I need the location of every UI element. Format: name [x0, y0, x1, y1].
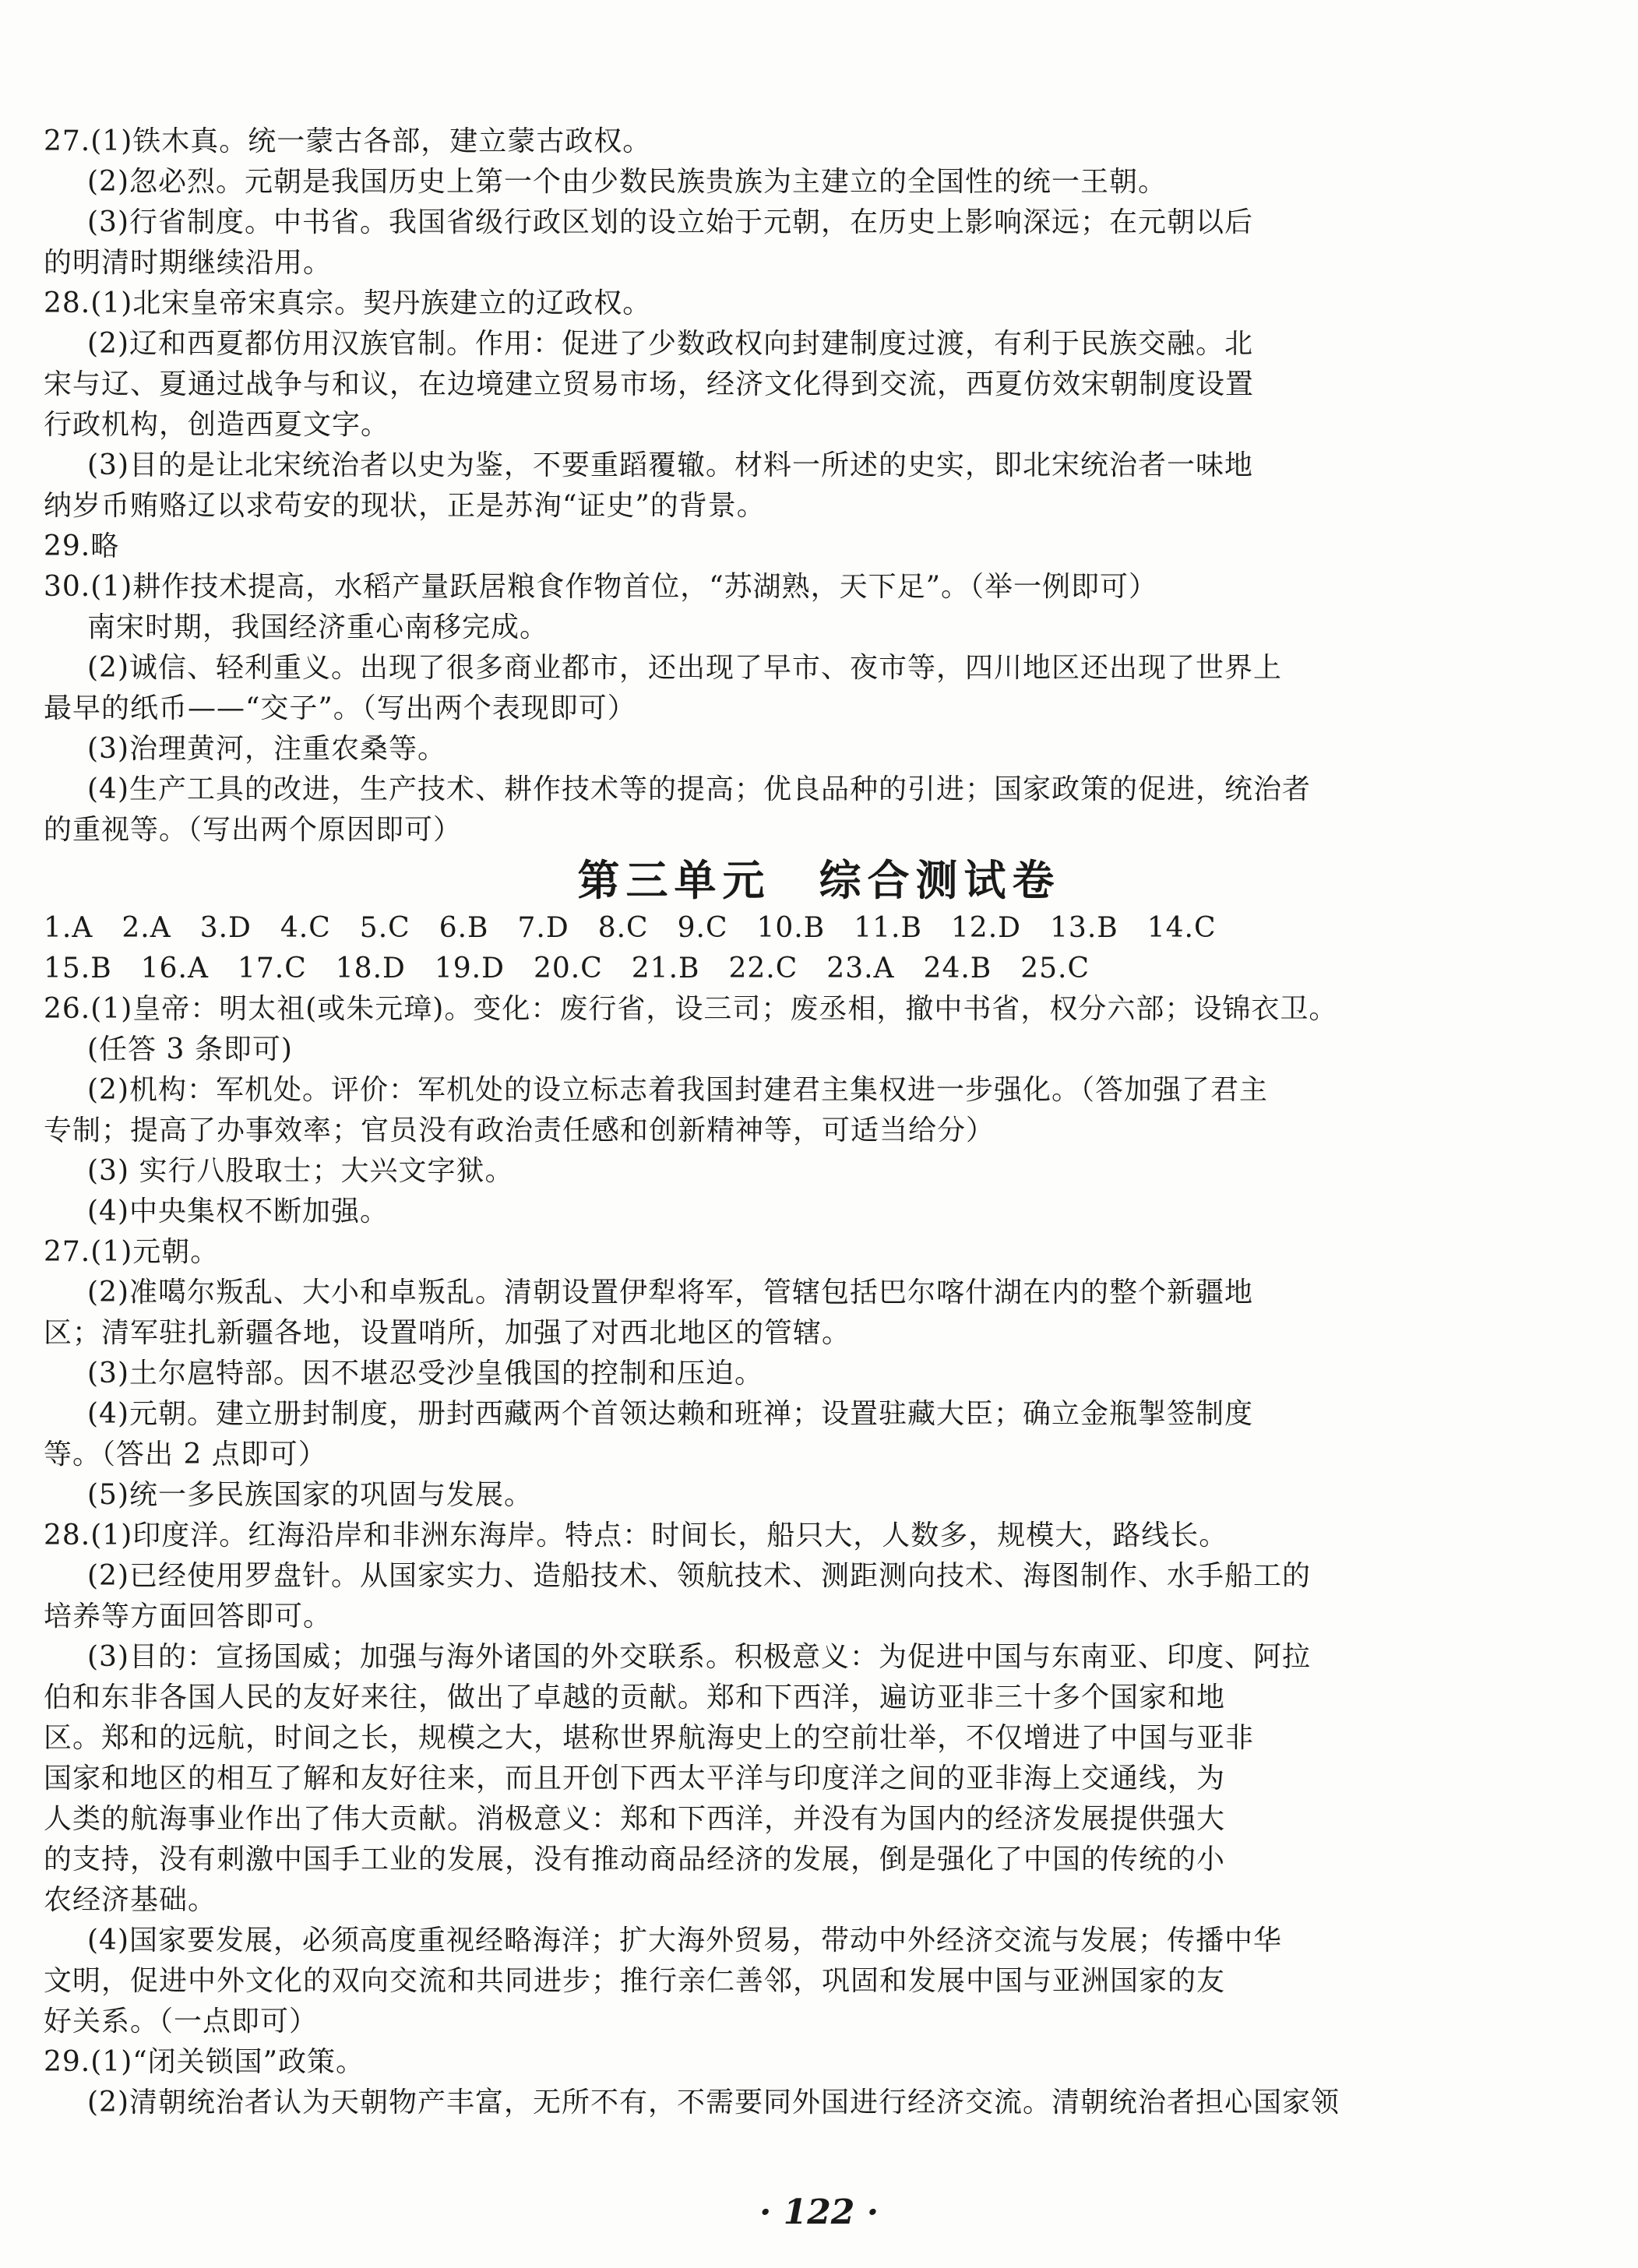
- text-line: (3)行省制度。中书省。我国省级行政区划的设立始于元朝，在历史上影响深远；在元朝以后: [87, 206, 1253, 238]
- text-line: 的重视等。（写出两个原因即可）: [44, 814, 463, 846]
- text-line: 26.(1)皇帝：明太祖(或朱元璋)。变化：废行省，设三司；废丞相，撤中书省，权分六部；设锦衣卫。: [44, 993, 1338, 1025]
- text-line: 29.(1)“闭关锁国”政策。: [44, 2046, 365, 2078]
- text-line: (3)土尔扈特部。因不堪忍受沙皇俄国的控制和压迫。: [87, 1358, 763, 1389]
- text-line: (3)目的：宣扬国威；加强与海外诸国的外交联系。积极意义：为促进中国与东南亚、印度、阿拉: [87, 1641, 1311, 1673]
- text-line: (2)忽必烈。元朝是我国历史上第一个由少数民族贵族为主建立的全国性的统一王朝。: [87, 166, 1167, 198]
- text-line: (3) 实行八股取士；大兴文字狱。: [87, 1155, 514, 1187]
- text-line: 培养等方面回答即可。: [44, 1601, 333, 1632]
- text-line: (4)中央集权不断加强。: [87, 1196, 389, 1227]
- text-line: 29.略: [44, 530, 120, 562]
- text-line: (2)诚信、轻利重义。出现了很多商业都市，还出现了早市、夜市等，四川地区还出现了世界上: [87, 652, 1282, 684]
- text-line: (2)已经使用罗盘针。从国家实力、造船技术、领航技术、测距测向技术、海图制作、水手船工的: [87, 1560, 1311, 1592]
- text-line: 27.(1)铁木真。统一蒙古各部，建立蒙古政权。: [44, 125, 652, 157]
- text-line: 专制；提高了办事效率；官员没有政治责任感和创新精神等，可适当给分）: [44, 1115, 995, 1146]
- text-line: (4)国家要发展，必须高度重视经略海洋；扩大海外贸易，带动中外经济交流与发展；传播中华: [87, 1925, 1282, 1956]
- answer-key-line: 15.B 16.A 17.C 18.D 19.D 20.C 21.B 22.C 23.A 24.B 25.C: [44, 953, 1090, 984]
- text-line: (2)准噶尔叛乱、大小和卓叛乱。清朝设置伊犁将军，管辖包括巴尔喀什湖在内的整个新疆地: [87, 1277, 1253, 1308]
- text-line: (4)元朝。建立册封制度，册封西藏两个首领达赖和班禅；设置驻藏大臣；确立金瓶掣签制度: [87, 1398, 1253, 1430]
- text-line: 农经济基础。: [44, 1884, 217, 1916]
- text-line: 30.(1)耕作技术提高，水稻产量跃居粮食作物首位，“苏湖熟，天下足”。（举一例即可）: [44, 571, 1158, 603]
- text-line: (3)目的是让北宋统治者以史为鉴，不要重蹈覆辙。材料一所述的史实，即北宋统治者一味地: [87, 449, 1253, 481]
- text-line: 行政机构，创造西夏文字。: [44, 409, 390, 441]
- text-line: 27.(1)元朝。: [44, 1236, 220, 1268]
- text-line: 最早的纸币——“交子”。（写出两个表现即可）: [44, 692, 636, 724]
- text-line: (2)机构：军机处。评价：军机处的设立标志着我国封建君主集权进一步强化。（答加强了君主: [87, 1074, 1268, 1106]
- text-line: (任答 3 条即可): [87, 1034, 293, 1065]
- text-line: 28.(1)印度洋。红海沿岸和非洲东海岸。特点：时间长，船只大，人数多，规模大，路线长。: [44, 1520, 1228, 1551]
- text-line: 的支持，没有刺激中国手工业的发展，没有推动商品经济的发展，倒是强化了中国的传统的小: [44, 1844, 1226, 1875]
- text-line: 国家和地区的相互了解和友好往来，而且开创下西太平洋与印度洋之间的亚非海上交通线，为: [44, 1763, 1226, 1794]
- text-line: 伯和东非各国人民的友好来往，做出了卓越的贡献。郑和下西洋，遍访亚非三十多个国家和地: [44, 1682, 1226, 1713]
- text-line: 文明，促进中外文化的双向交流和共同进步；推行亲仁善邻，巩固和发展中国与亚洲国家的友: [44, 1965, 1226, 1997]
- text-line: (5)统一多民族国家的巩固与发展。: [87, 1479, 533, 1511]
- text-line: (4)生产工具的改进，生产技术、耕作技术等的提高；优良品种的引进；国家政策的促进，统治者: [87, 773, 1311, 805]
- text-line: 的明清时期继续沿用。: [44, 247, 333, 279]
- text-line: (2)清朝统治者认为天朝物产丰富，无所不有，不需要同外国进行经济交流。清朝统治者担心国家领: [87, 2087, 1340, 2118]
- section-heading: 第三单元 综合测试卷: [577, 856, 1061, 905]
- text-line: 人类的航海事业作出了伟大贡献。消极意义：郑和下西洋，并没有为国内的经济发展提供强大: [44, 1803, 1226, 1835]
- text-line: 等。（答出 2 点即可）: [44, 1439, 327, 1470]
- text-line: 区；清军驻扎新疆各地，设置哨所，加强了对西北地区的管辖。: [44, 1317, 851, 1349]
- text-line: 好关系。（一点即可）: [44, 2006, 319, 2037]
- text-line: 南宋时期，我国经济重心南移完成。: [87, 611, 549, 643]
- answer-key-line: 1.A 2.A 3.D 4.C 5.C 6.B 7.D 8.C 9.C 10.B 11.B 12.D 13.B 14.C: [44, 912, 1217, 944]
- text-line: 区。郑和的远航，时间之长，规模之大，堪称世界航海史上的空前壮举，不仅增进了中国与亚非: [44, 1722, 1255, 1754]
- text-line: 宋与辽、夏通过战争与和议，在边境建立贸易市场，经济文化得到交流，西夏仿效宋朝制度设置: [44, 368, 1255, 400]
- page-number: · 122 ·: [759, 2192, 879, 2232]
- text-line: (2)辽和西夏都仿用汉族官制。作用：促进了少数政权向封建制度过渡，有利于民族交融。北: [87, 328, 1253, 360]
- text-line: (3)治理黄河，注重农桑等。: [87, 733, 446, 765]
- text-line: 28.(1)北宋皇帝宋真宗。契丹族建立的辽政权。: [44, 287, 652, 319]
- text-line: 纳岁币贿赂辽以求苟安的现状，正是苏洵“证史”的背景。: [44, 490, 766, 522]
